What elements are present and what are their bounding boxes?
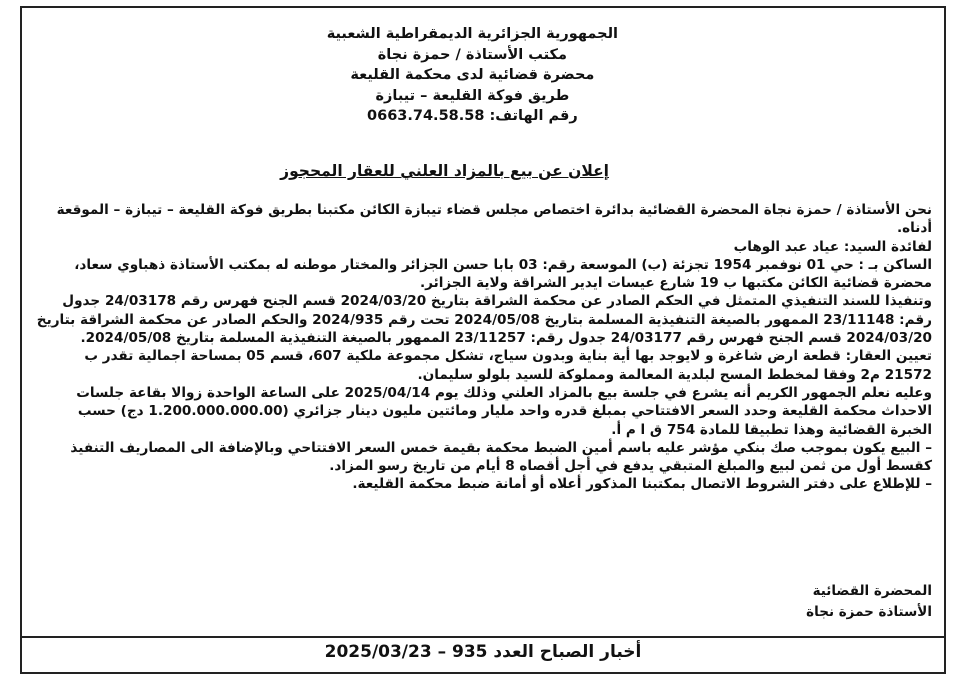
header-office: مكتب الأستاذة / حمزة نجاة (377, 46, 567, 63)
signature-block (806, 581, 932, 623)
body-beneficiary: لفائدة السيد: عياد عبد الوهاب (733, 238, 932, 255)
notice-body (34, 201, 932, 494)
body-conditions: – للإطلاع على دفتر الشروط الاتصال بمكتبنا المذكور أعلاه أو أمانة ضبط محكمة القليعة. (352, 476, 932, 493)
body-property: تعيين العقار: قطعة ارض شاغرة و لايوجد بها أية بناية وبدون سياج، تشكل مجموعة ملكية 607، قسم 05 بمساحة اجمالية تقدر ب 21572 م2 وفقا لمخطط المسح لبلدية المعالمة ومملوكة للسيد بلولو سليمان. (84, 348, 932, 383)
footer-date: 2025/03/23 (324, 642, 432, 662)
header-court: محضرة قضائية لدى محكمة القليعة (350, 67, 595, 83)
signature-name: الأستاذة حمزة نجاة (806, 604, 932, 620)
notice-header (327, 24, 618, 127)
body-enforcement: وتنفيذا للسند التنفيذي المتمثل في الحكم الصادر عن محكمة الشراقة بتاريخ 2024/03/20 قسم الجنح فهرس رقم 24/03178 جدول رقم: 23/11148 الممهور بالصيغة التنفيذية المسلمة بتاريخ 2024/05/08 تحت رقم 2024/935 والحكم الصادر عن محكمة الشراقة بتاريخ 2024/03/20 قسم الجنح فهرس رقم 24/03177 جدول رقم: 23/11257 الممهور بالصيغة التنفيذية المسلمة بتاريخ 2024/05/08. (36, 293, 932, 347)
phone-number: 0663.74.58.58 (367, 108, 485, 124)
newspaper-footer (22, 642, 944, 662)
phone-label: رقم الهاتف: (484, 108, 578, 124)
signature-title: المحضرة القضائية (812, 583, 932, 599)
notice-title: إعلان عن بيع بالمزاد العلني للعقار المحجوز (280, 162, 609, 180)
footer-paper: أخبار الصباح العدد 935 – (437, 642, 642, 662)
footer-divider (22, 636, 944, 638)
body-residence: الساكن بـ : حي 01 نوفمبر 1954 تجزئة (ب) الموسعة رقم: 03 بابا حسن الجزائر والمختار موطنه له بمكتب الأستاذة ذهباوي سعاد، محضرة قضائية الكائن مكتبها ب 19 شارع عيسات ايدير الشراقة ولاية الجزائر. (74, 256, 932, 292)
header-phone (327, 106, 618, 127)
body-payment: – البيع يكون بموجب صك بنكي مؤشر عليه باسم أمين الضبط محكمة بقيمة خمس السعر الافتتاحي وبالإضافة الى المصاريف التنفيذ كقسط أول من ثمن لبيع والمبلغ المتبقي يدفع في أجل أقصاه 8 أيام من تاريخ رسو المزاد. (70, 439, 932, 475)
header-address: طريق فوكة القليعة – تيبازة (375, 87, 570, 104)
body-auction: وعليه نعلم الجمهور الكريم أنه يشرع في جلسة بيع بالمزاد العلني وذلك يوم 2025/04/14 على الساعة الواحدة زوالا بقاعة جلسات الاحداث محكمة القليعة وحدد السعر الافتتاحي بمبلغ قدره واحد مليار ومائتين مليون دينار جزائري (1.200.000.000.00 دج) حسب الخبرة القضائية وهذا تطبيقا للمادة 754 ق ا م أ. (76, 384, 932, 438)
body-intro: نحن الأستاذة / حمزة نجاة المحضرة القضائية بدائرة اختصاص مجلس قضاء تيبازة الكائن مكتبنا بطريق فوكة القليعة – تيبازة – الموقعة أدناه. (56, 202, 932, 237)
header-republic: الجمهورية الجزائرية الديمقراطية الشعبية (326, 26, 618, 42)
notice-frame (20, 6, 946, 674)
